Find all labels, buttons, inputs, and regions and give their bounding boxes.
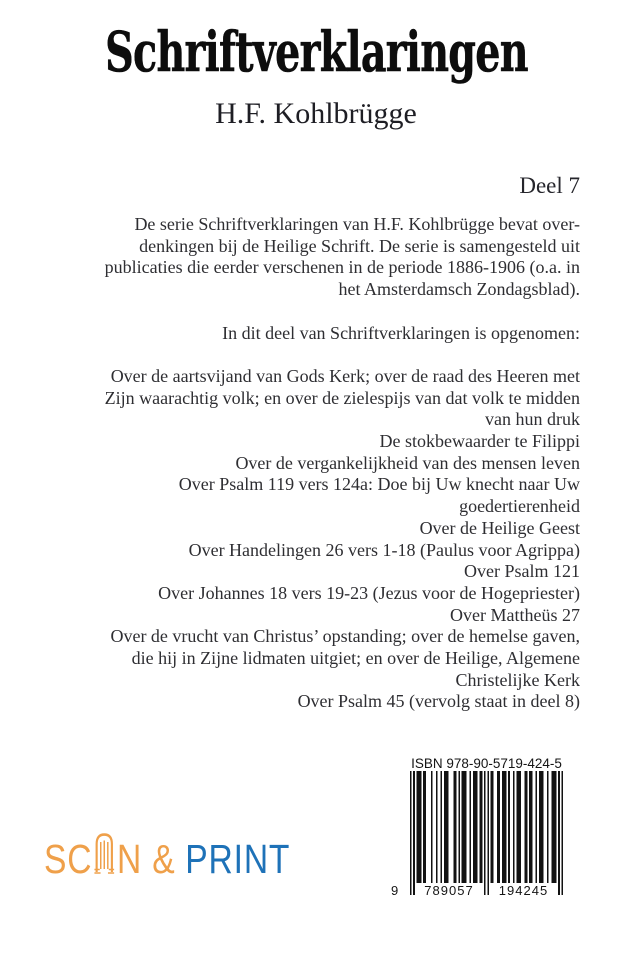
contents-line: Over Psalm 119 vers 124a: Doe bij Uw knecht naar Uw xyxy=(178,474,580,495)
contents-line: Christelijke Kerk xyxy=(455,669,580,690)
contents-line: die hij in Zijne lidmaten uitgiet; en over de Heilige, Algemene xyxy=(131,648,580,669)
series-description xyxy=(28,214,580,301)
barcode-bars xyxy=(410,771,563,895)
contents-line: Over Psalm 121 xyxy=(464,561,580,582)
contents-line: Over Handelingen 26 vers 1-18 (Paulus voor Agrippa) xyxy=(188,539,580,560)
logo-text-n-amp: N & xyxy=(116,836,176,882)
contents-line: Zijn waarachtig volk; en over de zielespijs van dat volk te midden xyxy=(104,387,580,408)
contents-line: van hun druk xyxy=(485,409,580,430)
contents-line: Over de Heilige Geest xyxy=(419,517,580,538)
contents-line: Over Psalm 45 (vervolg staat in deel 8) xyxy=(297,691,580,712)
book-author: H.F. Kohlbrügge xyxy=(215,97,417,130)
publisher-logo xyxy=(44,831,290,880)
description-line: denkingen bij de Heilige Schrift. De serie is samengesteld uit xyxy=(139,235,580,256)
description-line: het Amsterdamsch Zondagsblad). xyxy=(338,279,580,300)
contents-line: De stokbewaarder te Filippi xyxy=(379,431,580,451)
book-icon xyxy=(94,831,115,876)
description-line: publicaties die eerder verschenen in de periode 1886-1906 (o.a. in xyxy=(104,257,580,278)
back-cover-text xyxy=(28,214,580,713)
barcode-digits-group1: 789057 xyxy=(424,883,474,898)
barcode-digits-group2: 194245 xyxy=(498,883,549,898)
contents-line: Over Mattheüs 27 xyxy=(450,604,580,625)
description-line: De serie Schriftverklaringen van H.F. Kohlbrügge bevat over- xyxy=(134,214,580,234)
contents-heading: In dit deel van Schriftverklaringen is opgenomen: xyxy=(222,322,580,343)
book-title xyxy=(0,19,632,84)
barcode-digit-left: 9 xyxy=(391,883,399,898)
contents-line: Over de vergankelijkheid van des mensen leven xyxy=(235,452,580,473)
logo-text-sc: SC xyxy=(44,836,93,882)
logo-text-print: PRINT xyxy=(185,836,291,882)
contents-line: goedertierenheid xyxy=(459,496,580,517)
contents-line: Over Johannes 18 vers 19-23 (Jezus voor de Hogepriester) xyxy=(158,582,580,603)
isbn-label: ISBN 978-90-5719-424-5 xyxy=(411,756,562,771)
volume-label: Deel 7 xyxy=(519,173,580,198)
book-title-text: Schriftverklaringen xyxy=(104,19,528,84)
contents-line: Over de aartsvijand van Gods Kerk; over de raad des Heeren met xyxy=(110,365,580,386)
contents-list xyxy=(28,366,580,713)
contents-line: Over de vrucht van Christus’ opstanding; over de hemelse gaven, xyxy=(110,626,580,647)
